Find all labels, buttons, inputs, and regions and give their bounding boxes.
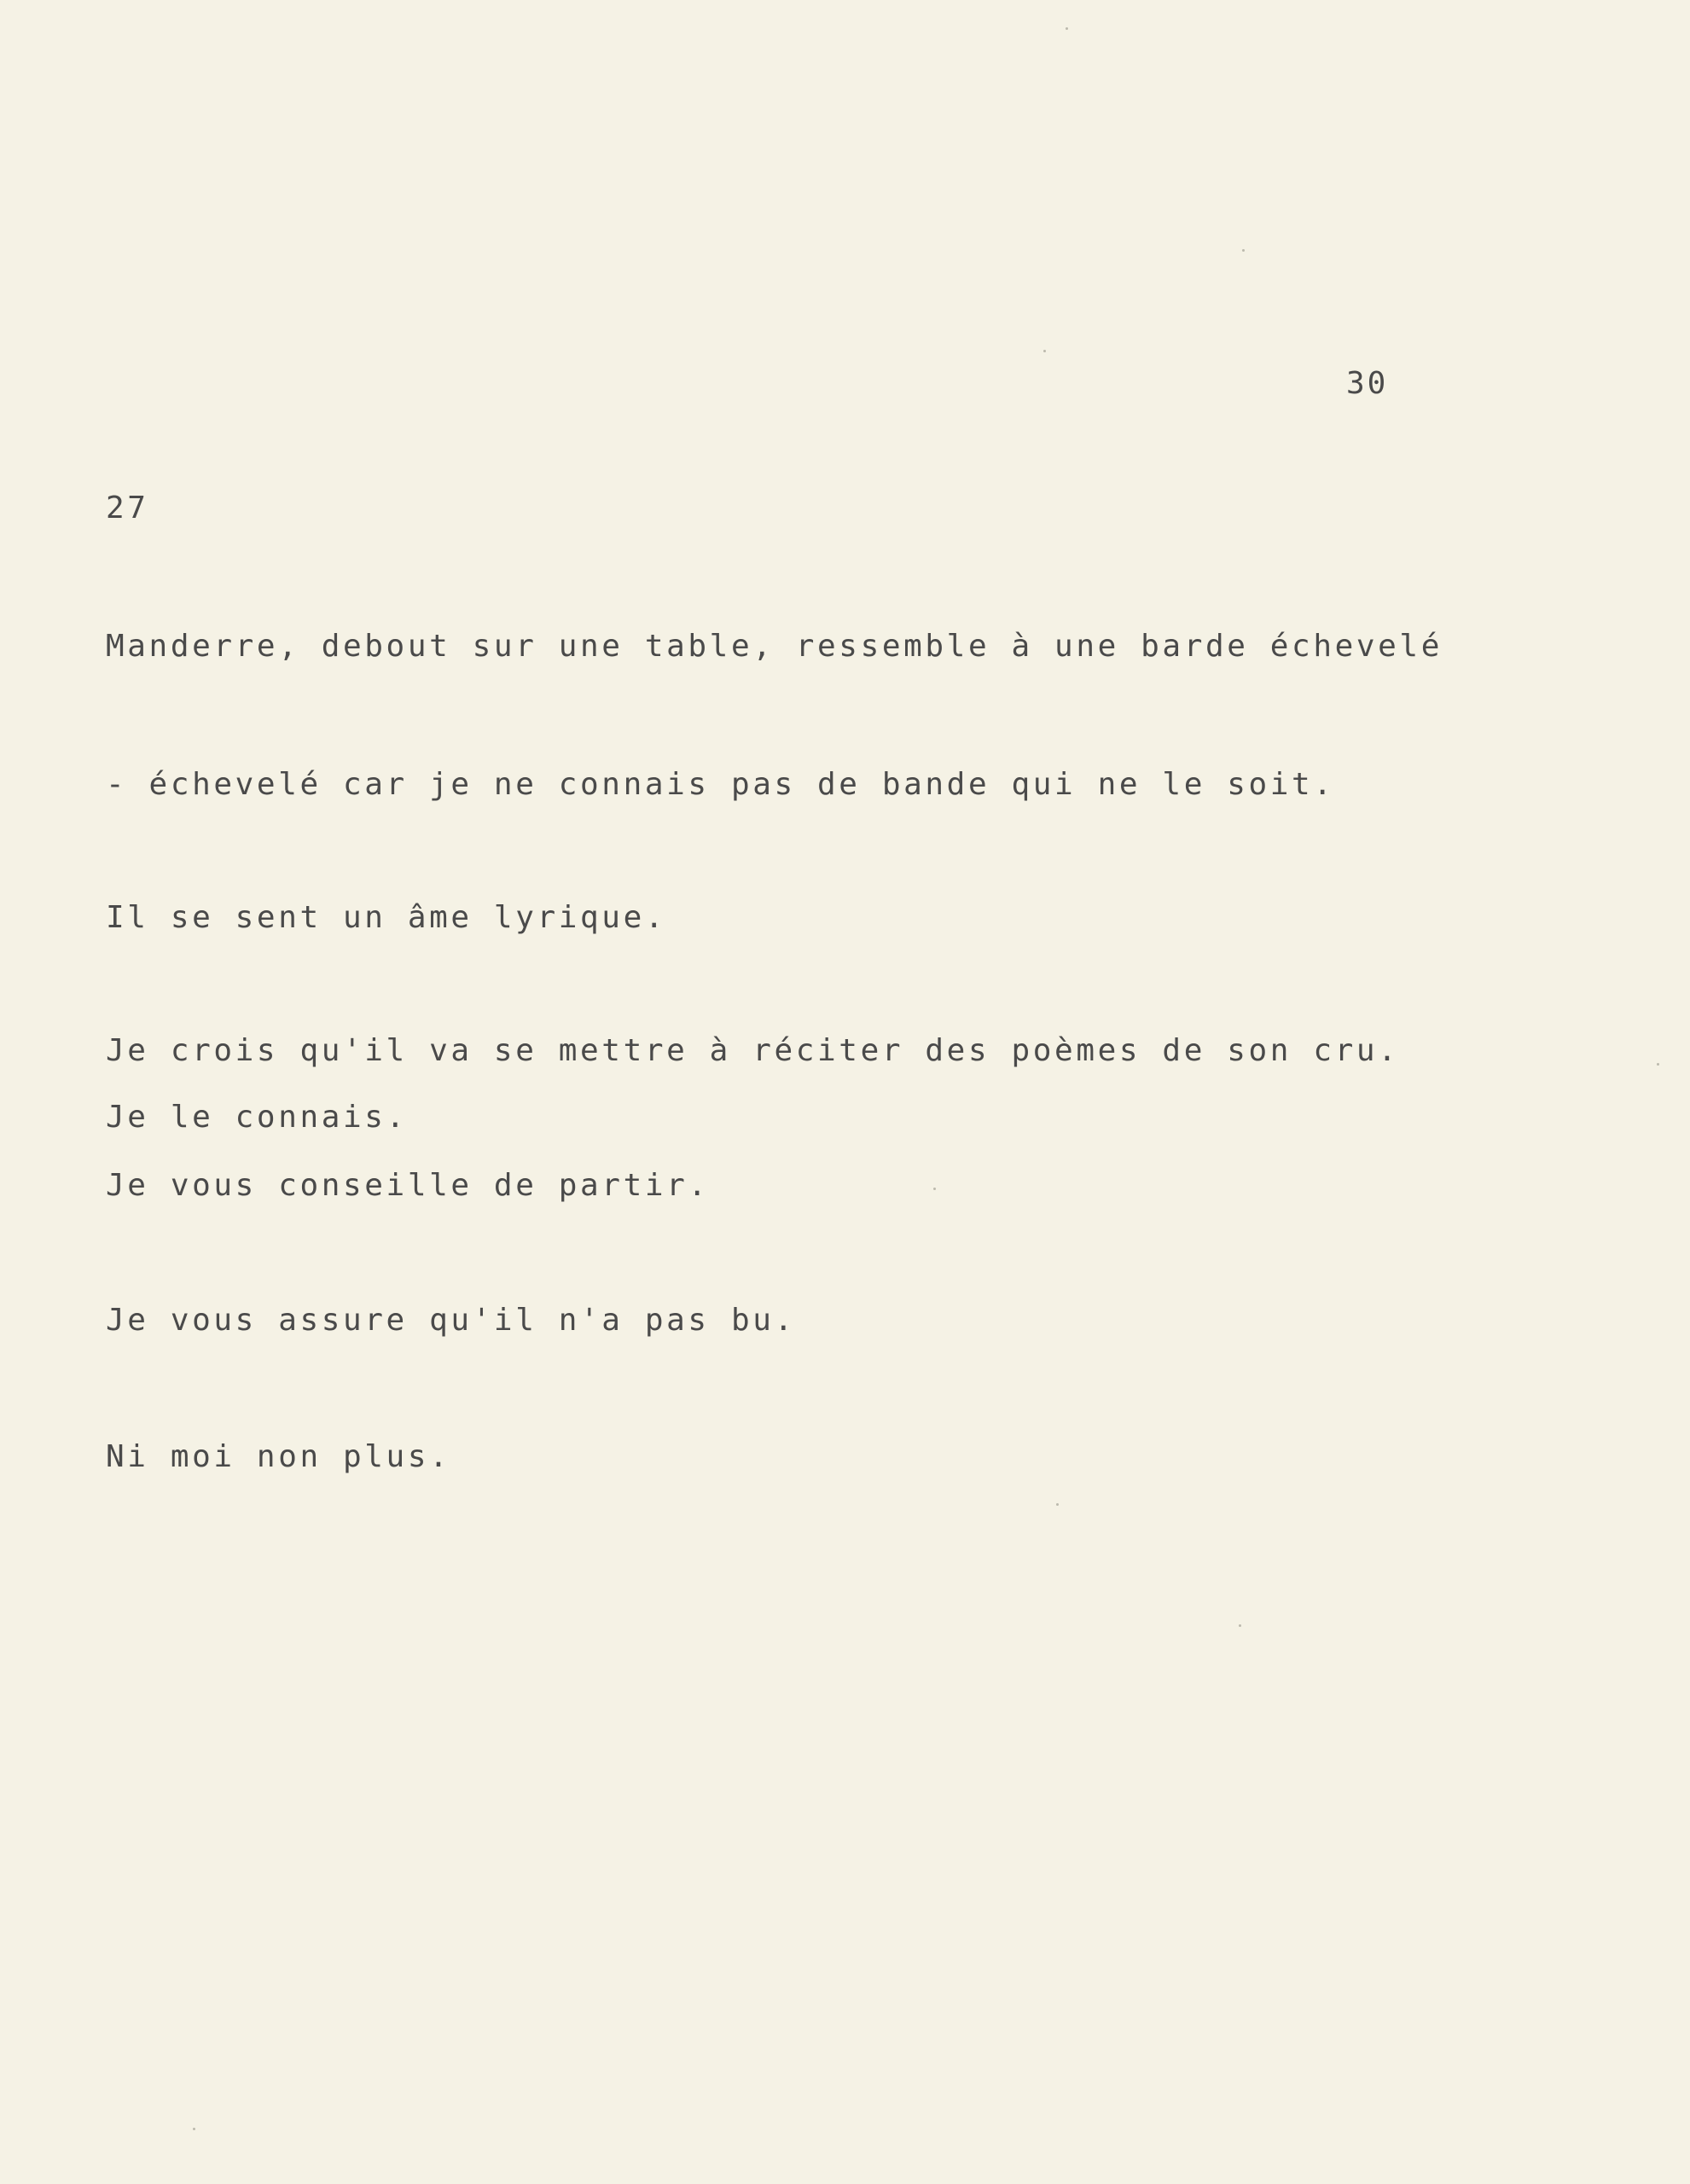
paper-speck xyxy=(1657,1063,1659,1066)
paper-speck xyxy=(1043,350,1046,352)
text-line-7: Je vous assure qu'il n'a pas bu. xyxy=(106,1303,796,1338)
paper-speck xyxy=(193,2128,195,2130)
text-line-2: - échevelé car je ne connais pas de bande qui ne le soit. xyxy=(106,767,1335,802)
text-line-5: Je le connais. xyxy=(106,1100,408,1135)
section-number: 27 xyxy=(106,491,149,526)
text-line-8: Ni moi non plus. xyxy=(106,1439,451,1474)
page-number: 30 xyxy=(1346,366,1389,401)
paper-speck xyxy=(1239,1624,1241,1627)
text-line-6: Je vous conseille de partir. xyxy=(106,1168,710,1203)
paper-speck xyxy=(1242,249,1245,252)
paper-speck xyxy=(933,1188,936,1190)
text-line-3: Il se sent un âme lyrique. xyxy=(106,900,667,935)
text-line-1: Manderre, debout sur une table, ressemble à une barde échevelé xyxy=(106,629,1443,664)
text-line-4: Je crois qu'il va se mettre à réciter des poèmes de son cru. xyxy=(106,1033,1400,1068)
paper-speck xyxy=(1066,27,1068,30)
paper-speck xyxy=(1056,1503,1059,1506)
